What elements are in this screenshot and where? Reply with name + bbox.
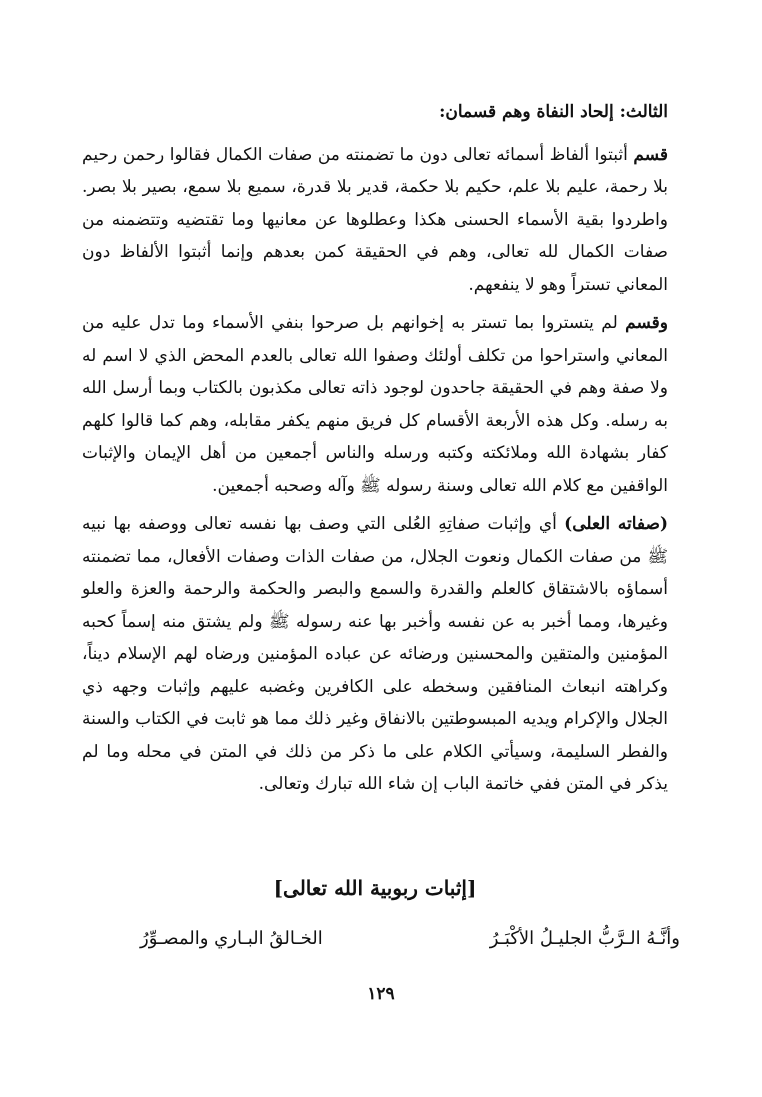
paragraph-3 [82, 508, 668, 801]
paragraph-2-lead: وقسم [625, 313, 668, 333]
paragraph-2 [82, 307, 668, 502]
paragraph-1 [82, 139, 668, 302]
paragraph-2-text: لم يتستروا بما تستر به إخوانهم بل صرحوا بنفي الأسماء وما تدل عليه من المعاني واستراحوا من تكلف أولئك وصفوا الله تعالى بالعدم المحض الذي لا اسم له ولا صفة وهم في الحقيقة جاحدون لوجود ذاته تعالى مكذبون بالكتاب وبما أرسل الله به رسله. وكل هذه الأربعة الأقسام كل فريق منهم يكفر مقابله، وهم كما قالوا كلهم كفار بشهادة الله وملائكته وكتبه ورسله والناس أجمعين من أهل الإيمان والإثبات الواقفين مع كلام الله تعالى وسنة رسوله ﷺ وآله وصحبه أجمعين. [82, 313, 668, 496]
section-title: [إثبات ربوبية الله تعالى] [273, 876, 477, 900]
body-text [82, 96, 668, 807]
page-number: ١٢٩ [367, 984, 395, 1004]
paragraph-1-lead: قسم [633, 144, 668, 165]
verse-second-hemistich: الخـالقُ البـاري والمصـوِّرُ [140, 928, 323, 949]
verse-first-hemistich: وأنَّـهُ الـرَّبُّ الجليـلُ الأكْبَـرُ [489, 928, 680, 949]
section-heading: الثالث: إلحاد النفاة وهم قسمان: [439, 102, 668, 122]
paragraph-3-text: أي وإثبات صفاتِهِ العُلى التي وصف بها نفسه تعالى ووصفه بها نبيه ﷺ من صفات الكمال ونعوت الجلال، من صفات الذات وصفات الأفعال، مما تضمنته أسماؤه بالاشتقاق كالعلم والقدرة والسمع والبصر والحكمة والرحمة والعزة والعلو وغيرها، ومما أخبر به عن نفسه وأخبر بها عنه رسوله ﷺ ولم يشتق منه إسماً كحبه المؤمنين والمتقين والمحسنين ورضائه عن عباده المؤمنين ورضاه لهم الإسلام ديناً، وكراهته انبعاث المنافقين وسخطه على الكافرين وغضبه عليهم وإثبات وجهه ذي الجلال والإكرام ويديه المبسوطتين بالانفاق وغير ذلك مما هو ثابت في الكتاب والسنة والفطر السليمة، وسيأتي الكلام على ما ذكر من ذلك في المتن في محله وما لم يذكر في المتن ففي خاتمة الباب إن شاء الله تبارك وتعالى. [82, 514, 668, 794]
paragraph-1-text: أثبتوا ألفاظ أسمائه تعالى دون ما تضمنته من صفات الكمال فقالوا رحمن رحيم بلا رحمة، عليم بلا علم، حكيم بلا حكمة، قدير بلا قدرة، سميع بلا سمع، بصير بلا بصر. واطردوا بقية الأسماء الحسنى هكذا وعطلوها عن معانيها وما تقتضيه وتتضمنه من صفات الكمال لله تعالى، وهم في الحقيقة كمن بعدهم وإنما أثبتوا الألفاظ دون المعاني تستراً وهو لا ينفعهم. [82, 144, 668, 295]
paragraph-3-lead: (صفاته العلى) [564, 514, 669, 534]
